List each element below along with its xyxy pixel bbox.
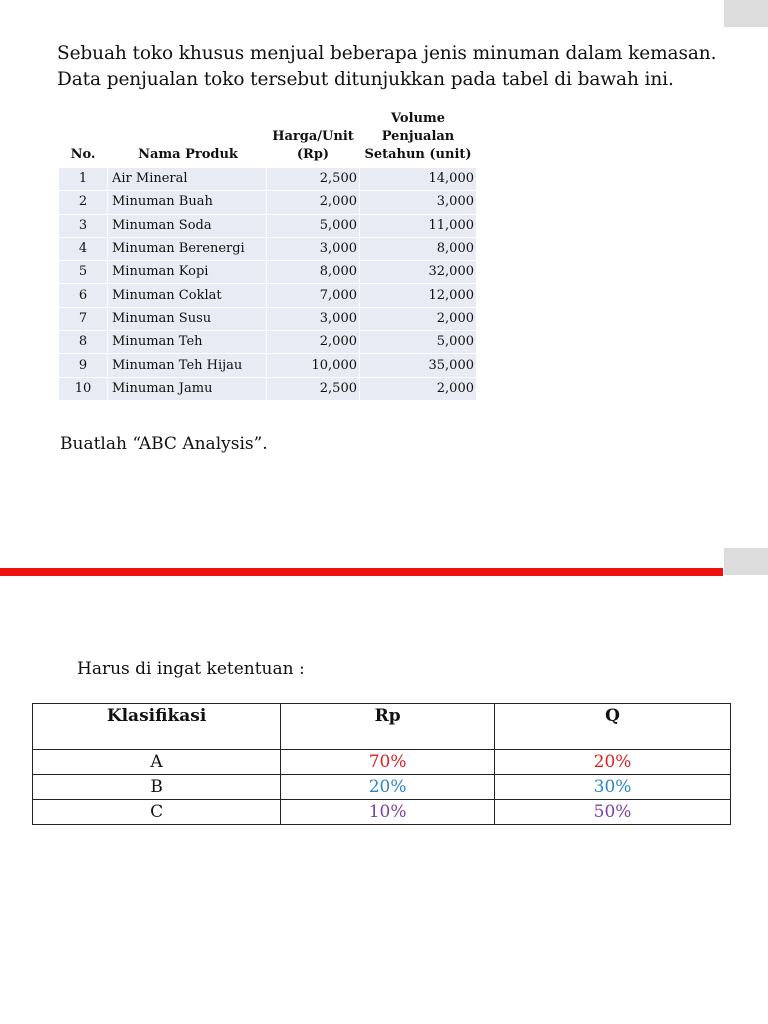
- header-price-line-2: (Rp): [296, 147, 330, 162]
- rules-note: Harus di ingat ketentuan :: [77, 659, 305, 679]
- cell-price: 2,500: [267, 377, 360, 400]
- cell-product-name: Minuman Jamu: [108, 377, 267, 400]
- classification-rules-table: [32, 703, 731, 825]
- table-row: [59, 307, 477, 330]
- cell-volume: 12,000: [360, 284, 477, 307]
- cell-klasifikasi: B: [33, 775, 281, 800]
- header-volume-line-2: Penjualan: [381, 129, 455, 144]
- cell-product-name: Minuman Berenergi: [108, 237, 267, 260]
- header-price: [267, 110, 360, 167]
- cell-no: 10: [59, 377, 108, 400]
- cell-price: 10,000: [267, 354, 360, 377]
- cell-price: 2,000: [267, 331, 360, 354]
- header-klasifikasi: Klasifikasi: [33, 704, 281, 750]
- cell-rp: 20%: [281, 775, 495, 800]
- section-divider: [0, 568, 723, 576]
- cell-no: 8: [59, 331, 108, 354]
- table-row: [59, 191, 477, 214]
- cell-product-name: Minuman Soda: [108, 214, 267, 237]
- page-corner-tab: [724, 0, 768, 27]
- cell-product-name: Minuman Buah: [108, 191, 267, 214]
- cell-volume: 2,000: [360, 377, 477, 400]
- cell-product-name: Minuman Kopi: [108, 261, 267, 284]
- cell-product-name: Air Mineral: [108, 167, 267, 191]
- cell-no: 5: [59, 261, 108, 284]
- cell-klasifikasi: C: [33, 800, 281, 825]
- table-row: [33, 800, 731, 825]
- sales-table: [58, 110, 477, 401]
- table-row: [59, 214, 477, 237]
- table-row: [59, 237, 477, 260]
- header-q: Q: [495, 704, 731, 750]
- table-row: [33, 775, 731, 800]
- cell-no: 2: [59, 191, 108, 214]
- cell-price: 3,000: [267, 237, 360, 260]
- rules-table-header: [33, 704, 731, 750]
- cell-no: 3: [59, 214, 108, 237]
- cell-q: 30%: [495, 775, 731, 800]
- header-no: No.: [59, 110, 108, 167]
- table-row: [59, 331, 477, 354]
- cell-volume: 14,000: [360, 167, 477, 191]
- table-row: [59, 377, 477, 400]
- intro-line-1: Sebuah toko khusus menjual beberapa jenis minuman dalam kemasan.: [57, 43, 717, 64]
- cell-volume: 2,000: [360, 307, 477, 330]
- cell-volume: 3,000: [360, 191, 477, 214]
- cell-price: 3,000: [267, 307, 360, 330]
- cell-klasifikasi: A: [33, 750, 281, 775]
- cell-no: 6: [59, 284, 108, 307]
- cell-no: 7: [59, 307, 108, 330]
- cell-volume: 11,000: [360, 214, 477, 237]
- cell-product-name: Minuman Susu: [108, 307, 267, 330]
- cell-q: 20%: [495, 750, 731, 775]
- cell-price: 2,500: [267, 167, 360, 191]
- instruction-text: Buatlah “ABC Analysis”.: [60, 434, 268, 454]
- header-volume-line-3: Setahun (unit): [364, 147, 472, 162]
- header-volume-line-1: Volume: [391, 111, 445, 126]
- cell-product-name: Minuman Coklat: [108, 284, 267, 307]
- cell-rp: 70%: [281, 750, 495, 775]
- cell-volume: 32,000: [360, 261, 477, 284]
- table-row: [33, 750, 731, 775]
- cell-product-name: Minuman Teh: [108, 331, 267, 354]
- header-rp: Rp: [281, 704, 495, 750]
- cell-no: 9: [59, 354, 108, 377]
- header-price-line-1: Harga/Unit: [272, 129, 354, 144]
- sales-table-header: [59, 110, 477, 167]
- cell-price: 5,000: [267, 214, 360, 237]
- table-row: [59, 167, 477, 191]
- cell-product-name: Minuman Teh Hijau: [108, 354, 267, 377]
- cell-volume: 8,000: [360, 237, 477, 260]
- table-row: [59, 284, 477, 307]
- cell-volume: 35,000: [360, 354, 477, 377]
- table-row: [59, 261, 477, 284]
- table-row: [59, 354, 477, 377]
- cell-rp: 10%: [281, 800, 495, 825]
- cell-price: 2,000: [267, 191, 360, 214]
- page-corner-tab: [724, 548, 768, 575]
- cell-no: 4: [59, 237, 108, 260]
- header-volume: [360, 110, 477, 167]
- cell-q: 50%: [495, 800, 731, 825]
- cell-price: 8,000: [267, 261, 360, 284]
- intro-paragraph: [57, 41, 737, 93]
- cell-volume: 5,000: [360, 331, 477, 354]
- cell-price: 7,000: [267, 284, 360, 307]
- cell-no: 1: [59, 167, 108, 191]
- intro-line-2: Data penjualan toko tersebut ditunjukkan pada tabel di bawah ini.: [57, 69, 674, 90]
- header-product-name: Nama Produk: [108, 110, 267, 167]
